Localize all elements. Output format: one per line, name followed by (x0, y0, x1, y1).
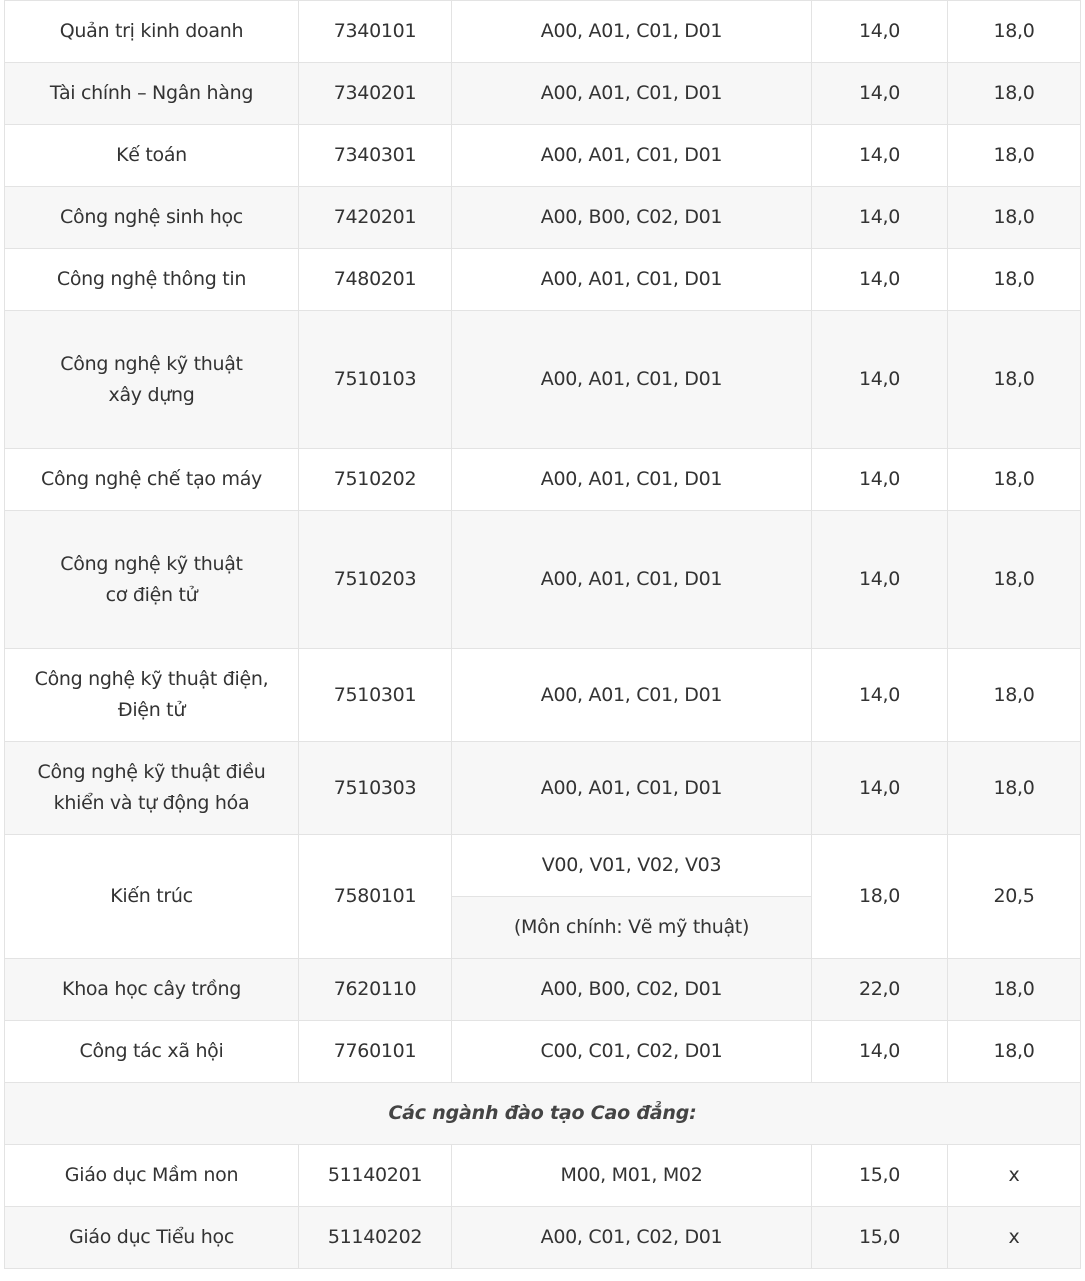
admissions-table (4, 0, 1081, 1269)
table-row (5, 311, 1081, 449)
score-2: 18,0 (948, 63, 1081, 125)
score-2: 18,0 (948, 649, 1081, 742)
score-2: 18,0 (948, 311, 1081, 449)
table-row (5, 649, 1081, 742)
score-1: 14,0 (812, 63, 948, 125)
major-code: 7480201 (299, 249, 452, 311)
subject-combinations: V00, V01, V02, V03 (452, 835, 812, 897)
score-1: 14,0 (812, 649, 948, 742)
score-1: 14,0 (812, 742, 948, 835)
major-name: Tài chính – Ngân hàng (5, 63, 299, 125)
major-name-line: xây dựng (108, 383, 195, 406)
score-1: 14,0 (812, 249, 948, 311)
major-name-line: Công nghệ kỹ thuật (60, 352, 243, 375)
major-code: 7340201 (299, 63, 452, 125)
major-name-line: Điện tử (117, 699, 186, 721)
score-2: 18,0 (948, 511, 1081, 649)
major-name: Công nghệ chế tạo máy (5, 449, 299, 511)
major-name-line: khiển và tự động hóa (53, 792, 250, 814)
subject-combinations: A00, A01, C01, D01 (452, 63, 812, 125)
table-row (5, 1145, 1081, 1207)
subject-combinations-note: (Môn chính: Vẽ mỹ thuật) (452, 897, 812, 959)
major-code: 7620110 (299, 959, 452, 1021)
score-1: 14,0 (812, 1021, 948, 1083)
score-2: 18,0 (948, 449, 1081, 511)
major-name (5, 649, 299, 742)
table-row (5, 187, 1081, 249)
section-title: Các ngành đào tạo Cao đẳng: (5, 1083, 1081, 1145)
score-1: 14,0 (812, 449, 948, 511)
score-2: 18,0 (948, 959, 1081, 1021)
table-row (5, 1, 1081, 63)
major-name: Công nghệ thông tin (5, 249, 299, 311)
major-code: 7340101 (299, 1, 452, 63)
score-2: 18,0 (948, 125, 1081, 187)
major-name (5, 511, 299, 649)
major-name-line: Công nghệ kỹ thuật điều (37, 761, 266, 783)
score-1: 14,0 (812, 125, 948, 187)
table-row (5, 449, 1081, 511)
major-name (5, 311, 299, 449)
table-row (5, 249, 1081, 311)
score-1: 14,0 (812, 1, 948, 63)
major-code: 7340301 (299, 125, 452, 187)
subject-combinations: A00, B00, C02, D01 (452, 187, 812, 249)
table-row (5, 1207, 1081, 1269)
major-code: 7580101 (299, 835, 452, 959)
score-2: 18,0 (948, 742, 1081, 835)
major-name: Kiến trúc (5, 835, 299, 959)
subject-combinations: A00, A01, C01, D01 (452, 649, 812, 742)
table-row (5, 959, 1081, 1021)
table-row (5, 1021, 1081, 1083)
major-name: Giáo dục Tiểu học (5, 1207, 299, 1269)
table-row (5, 742, 1081, 835)
subject-combinations: A00, A01, C01, D01 (452, 125, 812, 187)
major-code: 7510203 (299, 511, 452, 649)
subject-combinations: A00, C01, C02, D01 (452, 1207, 812, 1269)
major-name-line: cơ điện tử (105, 583, 198, 606)
major-name: Kế toán (5, 125, 299, 187)
major-name: Giáo dục Mầm non (5, 1145, 299, 1207)
score-1: 14,0 (812, 187, 948, 249)
subject-combinations: A00, B00, C02, D01 (452, 959, 812, 1021)
table-row (5, 63, 1081, 125)
score-2: 18,0 (948, 1, 1081, 63)
score-2: x (948, 1145, 1081, 1207)
score-2: 18,0 (948, 1021, 1081, 1083)
score-1: 18,0 (812, 835, 948, 959)
table-row (5, 511, 1081, 649)
major-code: 7420201 (299, 187, 452, 249)
major-name: Công tác xã hội (5, 1021, 299, 1083)
subject-combinations: C00, C01, C02, D01 (452, 1021, 812, 1083)
major-name (5, 742, 299, 835)
section-header-row (5, 1083, 1081, 1145)
major-name-line: Công nghệ kỹ thuật điện, (34, 668, 269, 690)
major-code: 7510103 (299, 311, 452, 449)
score-2: 18,0 (948, 249, 1081, 311)
score-1: 22,0 (812, 959, 948, 1021)
major-code: 7760101 (299, 1021, 452, 1083)
major-code: 7510301 (299, 649, 452, 742)
subject-combinations: A00, A01, C01, D01 (452, 511, 812, 649)
subject-combinations: A00, A01, C01, D01 (452, 249, 812, 311)
subject-combinations: A00, A01, C01, D01 (452, 1, 812, 63)
score-1: 14,0 (812, 311, 948, 449)
major-name: Quản trị kinh doanh (5, 1, 299, 63)
major-code: 7510303 (299, 742, 452, 835)
subject-combinations: M00, M01, M02 (452, 1145, 812, 1207)
score-1: 15,0 (812, 1145, 948, 1207)
score-1: 14,0 (812, 511, 948, 649)
major-name: Khoa học cây trồng (5, 959, 299, 1021)
major-code: 51140201 (299, 1145, 452, 1207)
score-2: x (948, 1207, 1081, 1269)
table-row (5, 835, 1081, 897)
score-2: 18,0 (948, 187, 1081, 249)
subject-combinations: A00, A01, C01, D01 (452, 311, 812, 449)
subject-combinations: A00, A01, C01, D01 (452, 449, 812, 511)
major-name-line: Công nghệ kỹ thuật (60, 552, 243, 575)
score-1: 15,0 (812, 1207, 948, 1269)
subject-combinations: A00, A01, C01, D01 (452, 742, 812, 835)
table-row (5, 125, 1081, 187)
score-2: 20,5 (948, 835, 1081, 959)
major-code: 7510202 (299, 449, 452, 511)
major-code: 51140202 (299, 1207, 452, 1269)
major-name: Công nghệ sinh học (5, 187, 299, 249)
